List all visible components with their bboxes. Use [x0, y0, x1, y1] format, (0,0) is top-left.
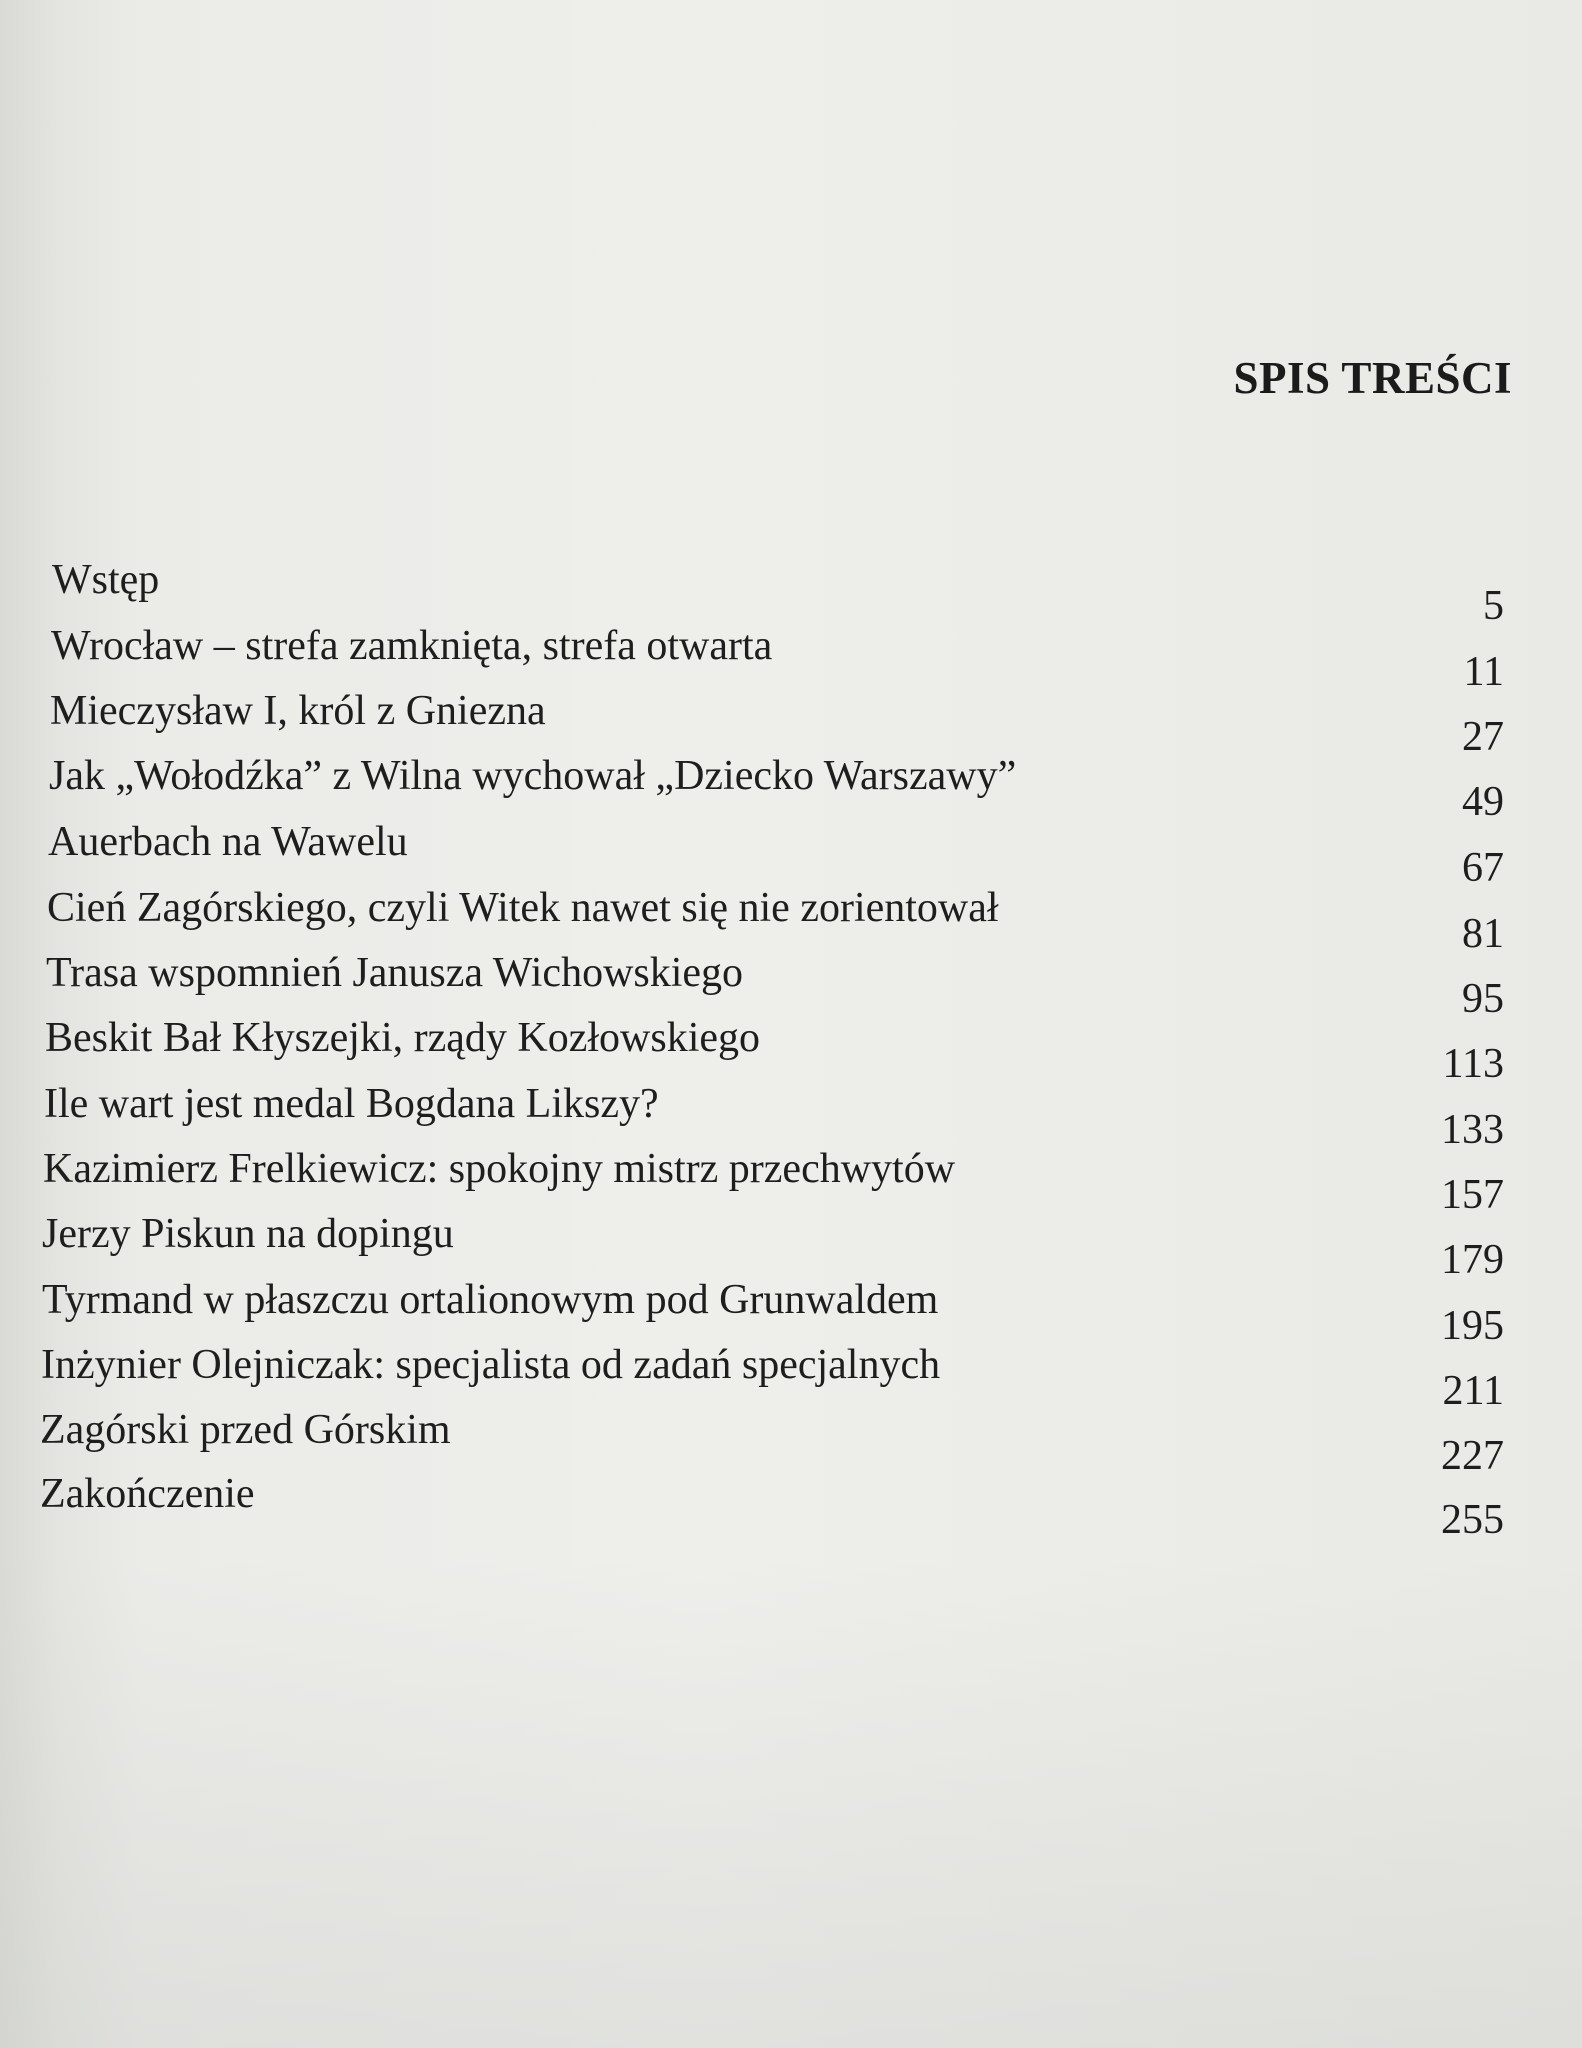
toc-entry-page: 195: [1441, 1303, 1504, 1349]
toc-entry-title: Jerzy Piskun na dopingu: [42, 1211, 454, 1257]
toc-entry-title: Inżynier Olejniczak: specjalista od zadań specjalnych: [41, 1342, 941, 1388]
toc-entry-page: 157: [1441, 1172, 1504, 1218]
toc-entry-page: 255: [1441, 1497, 1504, 1543]
toc-entry-title: Mieczysław I, król z Gniezna: [50, 688, 546, 734]
toc-entry: [47, 884, 1504, 957]
toc-entry-title: Jak „Wołodźka” z Wilna wychował „Dziecko Warszawy”: [49, 753, 1017, 799]
toc-entry-page: 11: [1463, 649, 1504, 695]
toc-entry-page: 81: [1462, 911, 1504, 957]
toc-entry-page: 113: [1442, 1041, 1504, 1087]
toc-entry-title: Kazimierz Frelkiewicz: spokojny mistrz przechwytów: [43, 1146, 956, 1192]
toc-entry-title: Ile wart jest medal Bogdana Likszy?: [44, 1081, 659, 1127]
toc-entry-page: 211: [1442, 1368, 1504, 1414]
toc-entry-page: 27: [1462, 714, 1504, 760]
toc-entry: [40, 1406, 1504, 1479]
toc-entry-page: 95: [1462, 976, 1504, 1022]
toc-entry: [49, 752, 1504, 825]
toc-entry-title: Cień Zagórskiego, czyli Witek nawet się nie zorientował: [47, 885, 999, 931]
toc-entry: [44, 1080, 1504, 1153]
toc-entry-title: Tyrmand w płaszczu ortalionowym pod Grunwaldem: [42, 1277, 939, 1323]
toc-entry-title: Zagórski przed Górskim: [40, 1407, 451, 1453]
toc-entry-title: Beskit Bał Kłyszejki, rządy Kozłowskiego: [45, 1015, 761, 1061]
toc-entry: [42, 1276, 1504, 1349]
toc-entry: [48, 818, 1504, 891]
toc-entry: [43, 1145, 1504, 1218]
toc-entry-page: 5: [1483, 583, 1504, 629]
toc-entry: [51, 622, 1504, 695]
toc-entry: [45, 1014, 1504, 1087]
toc-entry-page: 67: [1462, 845, 1504, 891]
toc-entry: [41, 1341, 1504, 1414]
toc-entry-title: Wrocław – strefa zamknięta, strefa otwarta: [51, 623, 773, 669]
toc-entry-page: 227: [1441, 1433, 1504, 1479]
toc-entry-title: Auerbach na Wawelu: [48, 819, 408, 865]
toc-entry-title: Wstęp: [52, 557, 160, 603]
page-title: SPIS TREŚCI: [1233, 353, 1512, 403]
toc-entry: [52, 556, 1504, 629]
toc-entry-page: 133: [1441, 1107, 1504, 1153]
toc-entry-title: Zakończenie: [40, 1471, 255, 1517]
toc-entry-page: 179: [1441, 1237, 1504, 1283]
toc-entry: [46, 949, 1504, 1022]
toc-entry: [42, 1210, 1504, 1283]
toc-entry: [50, 687, 1504, 760]
toc-entry: [40, 1470, 1504, 1543]
toc-entry-title: Trasa wspomnień Janusza Wichowskiego: [46, 950, 744, 996]
toc-entry-page: 49: [1462, 779, 1504, 825]
